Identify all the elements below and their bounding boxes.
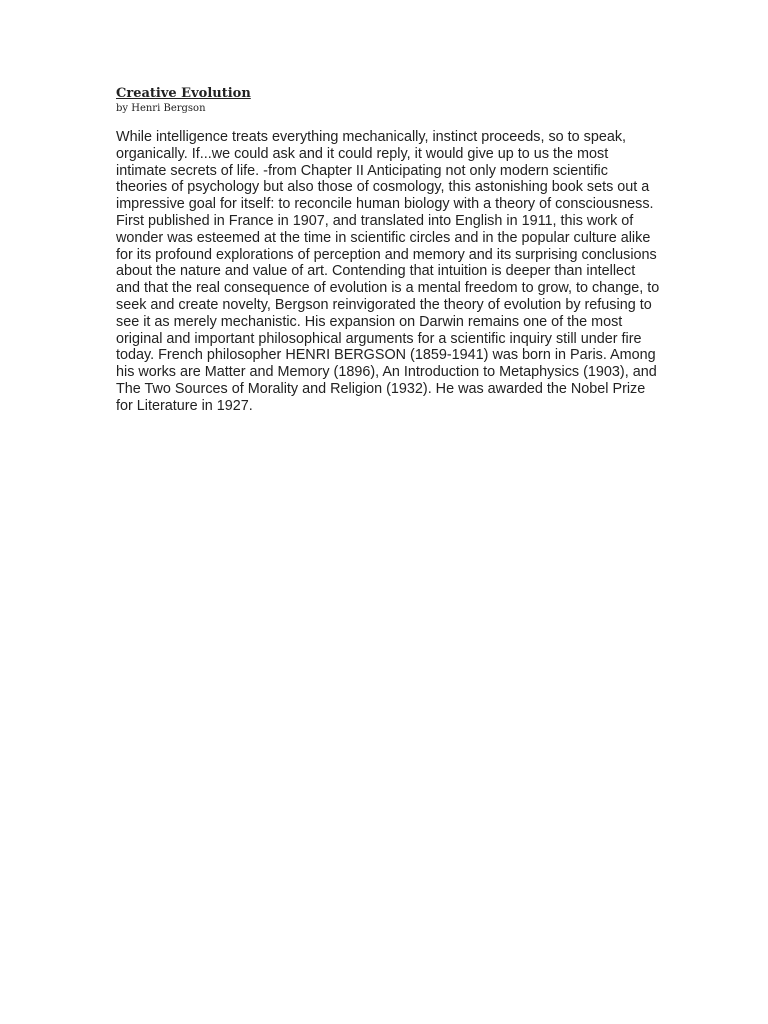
document-content	[116, 85, 661, 415]
author-byline: by Henri Bergson	[116, 103, 206, 114]
description-paragraph: While intelligence treats everything mechanically, instinct proceeds, so to speak, organically. If...we could ask and it could reply, it would give up to us the most intimate secrets of life. -from Chapter II Anticipating not only modern scientific theories of psychology but also those of cosmology, this astonishing book sets out a impressive goal for itself: to reconcile human biology with a theory of consciousness. First published in France in 1907, and translated into English in 1911, this work of wonder was esteemed at the time in scientific circles and in the popular culture alike for its profound explorations of perception and memory and its surprising conclusions about the nature and value of art. Contending that intuition is deeper than intellect and that the real consequence of evolution is a mental freedom to grow, to change, to seek and create novelty, Bergson reinvigorated the theory of evolution by refusing to see it as merely mechanistic. His expansion on Darwin remains one of the most original and important philosophical arguments for a scientific inquiry still under fire today. French philosopher HENRI BERGSON (1859-1941) was born in Paris. Among his works are Matter and Memory (1896), An Introduction to Metaphysics (1903), and The Two Sources of Morality and Religion (1932). He was awarded the Nobel Prize for Literature in 1927.	[116, 129, 660, 414]
document-title-link[interactable]: Creative Evolution	[116, 86, 251, 101]
